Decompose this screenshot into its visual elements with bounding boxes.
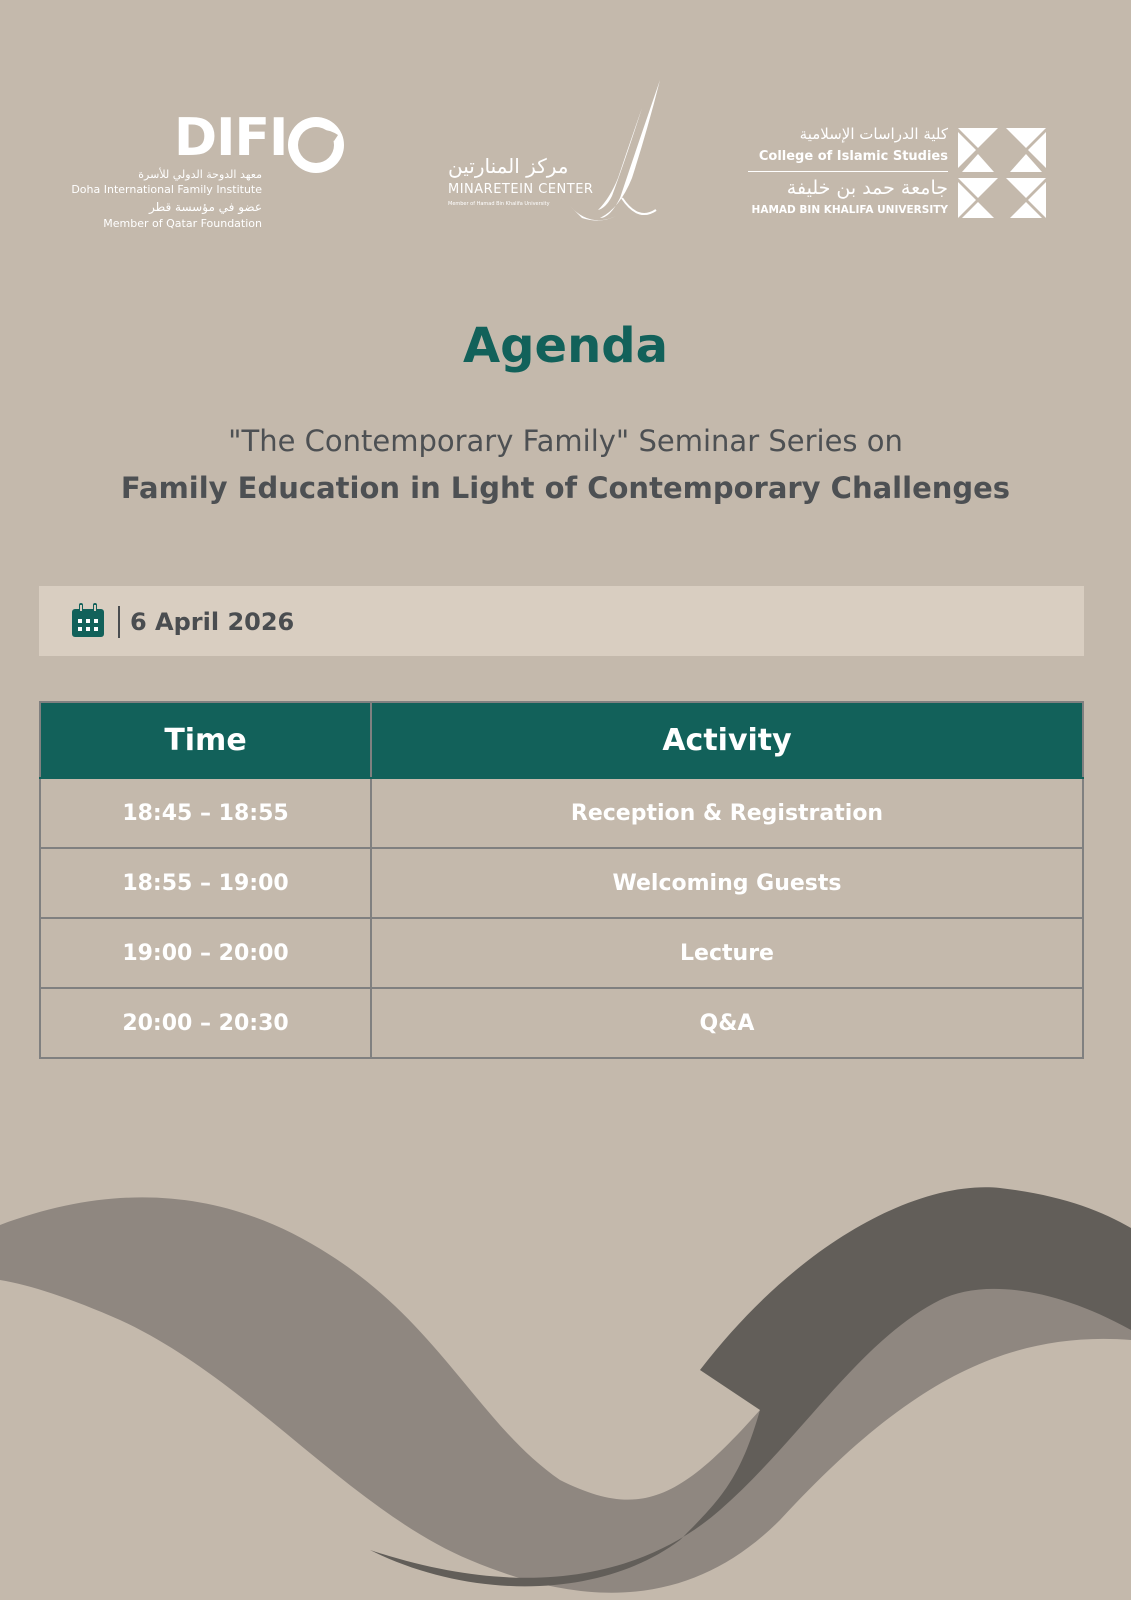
- time-column-header: Time: [40, 702, 371, 778]
- agenda-table: [39, 701, 1084, 1059]
- cis-english-college: College of Islamic Studies: [758, 149, 948, 164]
- table-row: [40, 918, 1083, 988]
- minaretein-logo: [440, 78, 680, 228]
- difi-emblem-icon: [284, 113, 348, 177]
- activity-cell: Reception & Registration: [371, 778, 1083, 848]
- minaretein-arabic-name: مركز المنارتين: [448, 154, 569, 178]
- time-cell: 19:00 – 20:00: [40, 918, 371, 988]
- time-cell: 18:45 – 18:55: [40, 778, 371, 848]
- cis-hbku-logo: [748, 125, 1048, 225]
- difi-arabic-member: عضو في مؤسسة قطر: [149, 200, 262, 214]
- activity-cell: Welcoming Guests: [371, 848, 1083, 918]
- time-cell: 20:00 – 20:30: [40, 988, 371, 1058]
- table-row: [40, 988, 1083, 1058]
- activity-column-header: Activity: [371, 702, 1083, 778]
- agenda-header-row: [40, 702, 1083, 778]
- difi-arabic-name: معهد الدوحة الدولي للأسرة: [138, 168, 262, 181]
- date-separator: [118, 606, 120, 638]
- difi-english-name: Doha International Family Institute: [71, 183, 262, 196]
- cis-arabic-university: جامعة حمد بن خليفة: [786, 177, 948, 199]
- subtitle-line-1: "The Contemporary Family" Seminar Series on: [228, 424, 903, 458]
- cis-arabic-college: كلية الدراسات الإسلامية: [799, 125, 948, 143]
- header-logos: [0, 0, 1131, 260]
- date-bar: [39, 586, 1084, 656]
- cis-triangles-emblem-icon: [958, 128, 1046, 220]
- minaretein-subtext: Member of Hamad Bin Khalifa University: [448, 201, 550, 207]
- minaretein-emblem-icon: [560, 78, 670, 228]
- activity-cell: Lecture: [371, 918, 1083, 988]
- table-row: [40, 848, 1083, 918]
- table-row: [40, 778, 1083, 848]
- subtitle-line-2: Family Education in Light of Contemporary Challenges: [120, 471, 1011, 505]
- difi-wordmark: DIFI: [174, 108, 288, 168]
- time-cell: 18:55 – 19:00: [40, 848, 371, 918]
- difi-english-member: Member of Qatar Foundation: [103, 217, 262, 230]
- calendar-icon: [72, 603, 104, 637]
- page-title: Agenda: [463, 318, 668, 374]
- minaretein-english-name: MINARETEIN CENTER: [448, 182, 594, 197]
- difi-logo: [71, 108, 358, 233]
- cis-english-university: HAMAD BIN KHALIFA UNIVERSITY: [751, 204, 948, 216]
- cis-divider: [748, 171, 948, 172]
- seminar-subtitle: [0, 418, 1131, 512]
- decorative-waves: [0, 1080, 1131, 1600]
- event-date: 6 April 2026: [130, 608, 295, 636]
- activity-cell: Q&A: [371, 988, 1083, 1058]
